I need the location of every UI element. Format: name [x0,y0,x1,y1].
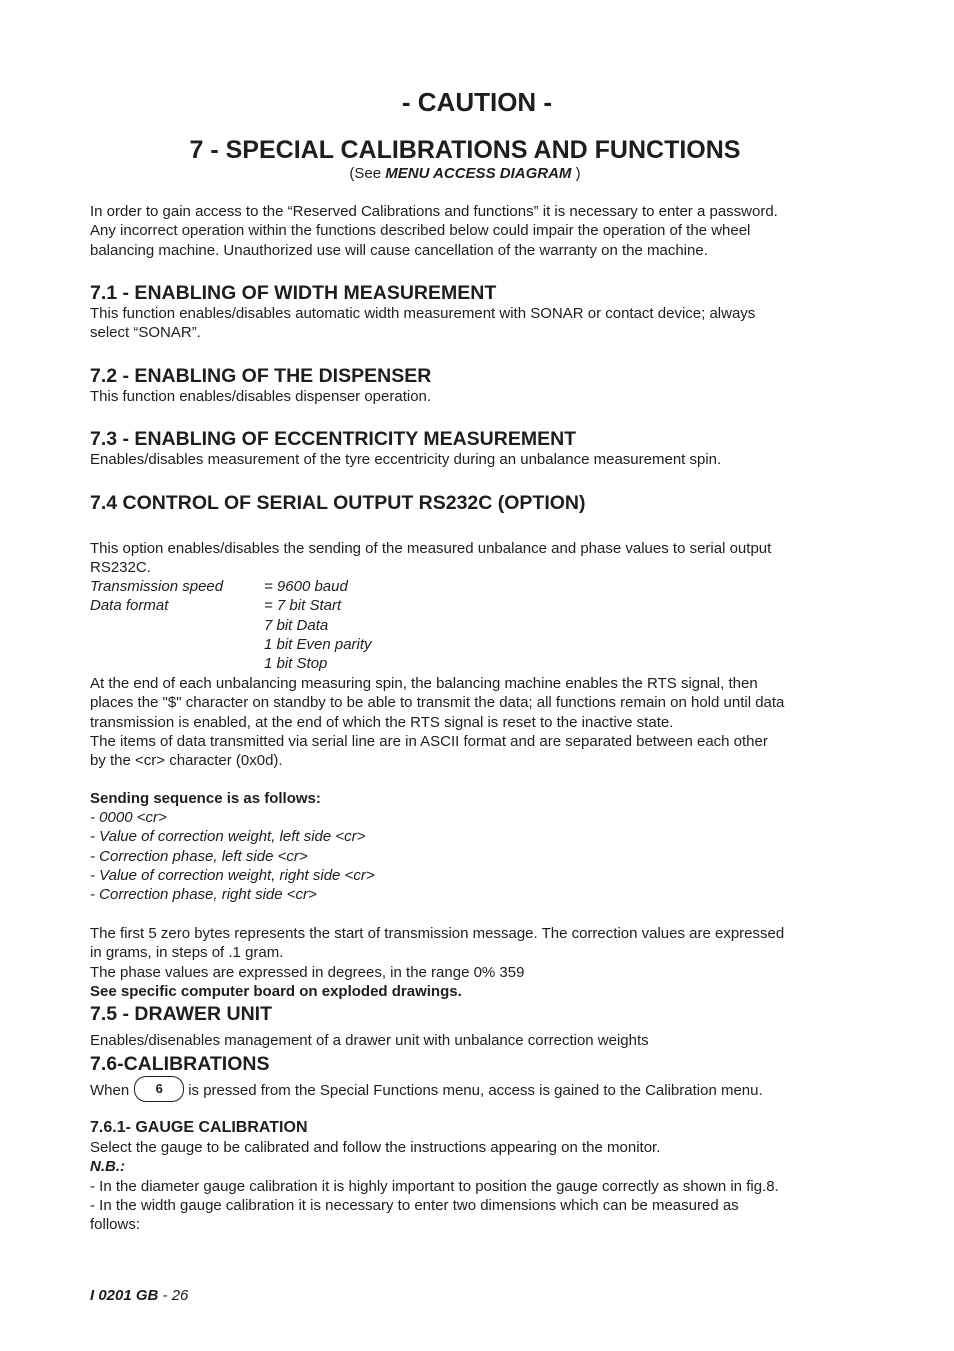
sequence-title: Sending sequence is as follows: [90,790,321,807]
section-7-6-text [90,1078,850,1104]
spec-key [90,654,264,673]
caution-heading: - CAUTION - [401,87,553,117]
text-line: transmission is enabled, at the end of which the RTS signal is reset to the inactive state. [90,713,674,731]
list-item: - 0000 <cr> [90,809,167,826]
see-prefix: (See [349,165,386,182]
document-code: I 0201 GB [90,1287,159,1304]
text-line: places the "$" character on standby to be able to transmit the data; all functions remain on hold until data [90,694,785,712]
serial-specs [90,577,850,673]
spec-row [90,635,850,654]
section-7-1-text [90,304,850,343]
page-number: - 26 [158,1287,189,1304]
see-reference [0,164,930,183]
spec-key: Data format [90,597,169,615]
spec-row [90,596,850,615]
section-7-3-text [90,450,850,469]
text-line: The items of data transmitted via serial line are in ASCII format and are separated between each other [90,732,768,750]
text-line: Select the gauge to be calibrated and follow the instructions appearing on the monitor. [90,1139,661,1156]
list-item: - Correction phase, right side <cr> [90,886,317,904]
when-text: When [90,1081,130,1099]
intro-paragraph [90,202,850,260]
page-title: 7 - SPECIAL CALIBRATIONS AND FUNCTIONS [189,136,741,164]
text-line: This option enables/disables the sending of the measured unbalance and phase values to serial output [90,540,772,557]
section-7-5-heading: 7.5 - DRAWER UNIT [90,1003,273,1025]
section-7-4-after [90,924,850,1001]
list-item: - Value of correction weight, right side <cr> [90,866,375,884]
section-7-6-heading: 7.6-CALIBRATIONS [90,1053,270,1075]
key-6-button-icon: 6 [134,1076,184,1102]
section-7-2-text [90,387,850,406]
spec-value: = 7 bit Start [264,597,342,615]
text-line: The first 5 zero bytes represents the start of transmission message. The correction values are expressed [90,925,785,942]
sequence-list [90,808,850,904]
text-line: Enables/disenables management of a drawer unit with unbalance correction weights [90,1032,649,1049]
spec-value: 7 bit Data [264,616,329,634]
spec-row [90,654,850,673]
spec-row [90,616,850,635]
section-7-4-heading: 7.4 CONTROL OF SERIAL OUTPUT RS232C (OPTION) [90,492,586,514]
spec-value: 1 bit Even parity [264,635,372,653]
section-7-5-text [90,1031,850,1050]
nb-label: N.B.: [90,1158,125,1176]
text-line: by the <cr> character (0x0d). [90,752,283,770]
section-7-4-body [90,674,850,770]
text-line: This function enables/disables dispenser operation. [90,388,432,405]
section-7-1-heading: 7.1 - ENABLING OF WIDTH MEASUREMENT [90,282,497,304]
see-suffix: ) [571,165,581,182]
intro-line: Any incorrect operation within the functions described below could impair the operation of the wheel [90,222,751,240]
exploded-drawings-note: See specific computer board on exploded drawings. [90,982,462,1000]
spec-row [90,577,850,596]
text-line: At the end of each unbalancing measuring spin, the balancing machine enables the RTS signal, then [90,675,758,692]
spec-key [90,635,264,654]
spec-key: Transmission speed [90,578,224,595]
text-line: follows: [90,1216,141,1234]
text-line: RS232C. [90,559,151,577]
section-7-2-heading: 7.2 - ENABLING OF THE DISPENSER [90,365,432,387]
section-7-6-1-heading: 7.6.1- GAUGE CALIBRATION [90,1119,308,1136]
text-line: in grams, in steps of .1 gram. [90,944,284,962]
text-line: - In the width gauge calibration it is necessary to enter two dimensions which can be measured as [90,1196,739,1214]
text-line: select “SONAR”. [90,324,201,342]
page-footer [90,1286,188,1305]
list-item: - Correction phase, left side <cr> [90,847,308,865]
intro-line: In order to gain access to the “Reserved Calibrations and functions” it is necessary to enter a password. [90,203,778,220]
spec-value: 1 bit Stop [264,655,328,673]
calibration-menu-text: is pressed from the Special Functions menu, access is gained to the Calibration menu. [188,1081,763,1099]
text-line: - In the diameter gauge calibration it is highly important to position the gauge correctly as shown in fig.8. [90,1177,779,1195]
section-7-4-intro [90,539,850,578]
text-line: This function enables/disables automatic width measurement with SONAR or contact device; always [90,305,756,322]
menu-access-diagram-link: MENU ACCESS DIAGRAM [385,165,572,182]
section-7-3-heading: 7.3 - ENABLING OF ECCENTRICITY MEASUREMENT [90,428,577,450]
text-line: Enables/disables measurement of the tyre eccentricity during an unbalance measurement spin. [90,451,722,468]
intro-line: balancing machine. Unauthorized use will cause cancellation of the warranty on the machine. [90,241,708,259]
list-item: - Value of correction weight, left side <cr> [90,828,366,846]
spec-key [90,616,264,635]
text-line: The phase values are expressed in degrees, in the range 0% 359 [90,963,525,981]
section-7-6-1-text [90,1138,850,1234]
spec-value: = 9600 baud [264,578,348,595]
